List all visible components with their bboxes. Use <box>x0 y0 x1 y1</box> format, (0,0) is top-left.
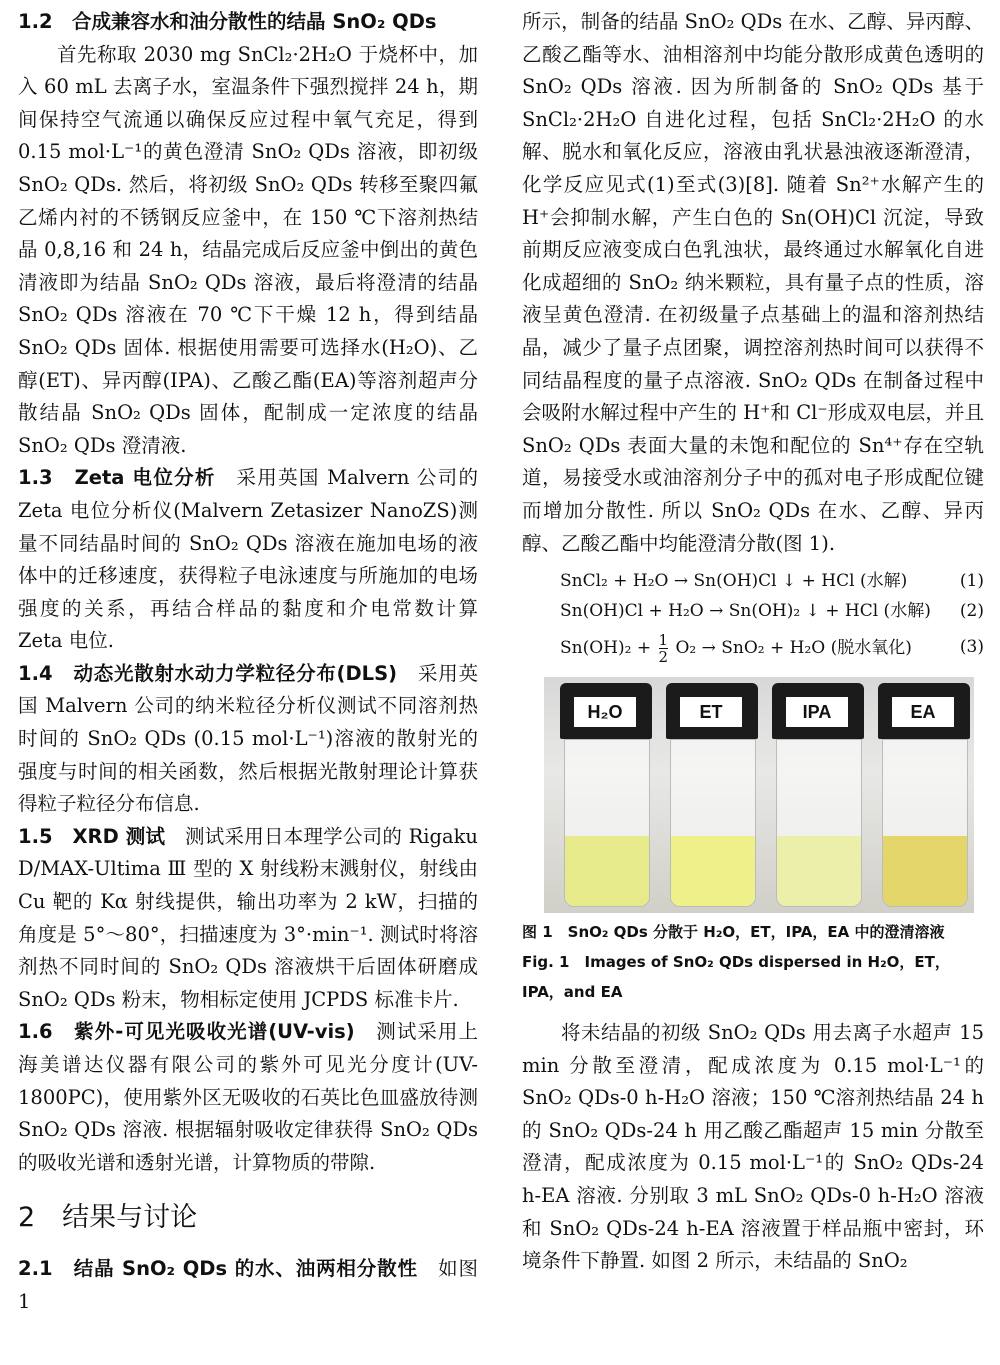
vial-label: IPA <box>786 697 848 727</box>
vial-liquid <box>777 836 861 906</box>
caption-chinese: 图 1 SnO₂ QDs 分散于 H₂O，ET，IPA，EA 中的澄清溶液 <box>522 923 945 942</box>
section-1-6-body: 测试采用上海美谱达仪器有限公司的紫外可见光分度计(UV-1800PC)，使用紫外区无吸收的石英比色皿盛放待测 SnO₂ QDs 溶液. 根据辐射吸收定律获得 SnO₂ QDs 的吸收光谱和透射光谱，计算物质的带隙. <box>18 1020 478 1174</box>
figure-1-caption <box>522 917 984 1007</box>
vial-h2o <box>558 683 654 909</box>
right-column <box>522 6 984 1278</box>
right-paragraph-1: 所示，制备的结晶 SnO₂ QDs 在水、乙醇、异丙醇、乙酸乙酯等水、油相溶剂中均能分散形成黄色透明的 SnO₂ QDs 溶液. 因为所制备的 SnO₂ QDs 基于 SnCl₂·2H₂O 自进化过程，包括 SnCl₂·2H₂O 的水解、脱水和氧化反应，溶液由乳状悬浊液逐渐澄清，化学反应见式(1)至式(3)[8]. 随着 Sn²⁺水解产生的 H⁺会抑制水解，产生白色的 Sn(OH)Cl 沉淀，导致前期反应液变成白色乳浊状，最终通过水解氧化自进化成超细的 SnO₂ 纳米颗粒，具有量子点的性质，溶液呈黄色澄清. 在初级量子点基础上的温和溶剂热结晶，减少了量子点团聚，调控溶剂热时间可以获得不同结晶程度的量子点溶液. SnO₂ QDs 在制备过程中会吸附水解过程中产生的 H⁺和 Cl⁻形成双电层，并且 SnO₂ QDs 表面大量的未饱和配位的 Sn⁴⁺存在空轨道，易接受水或油溶剂分子中的孤对电子形成配位键而增加分散性. 所以 SnO₂ QDs 在水、乙醇、异丙醇、乙酸乙酯中均能澄清分散(图 1). <box>522 10 984 555</box>
equation-2-number: (2) <box>959 601 984 622</box>
section-1-3 <box>18 462 478 658</box>
section-1-4-title: 1.4 动态光散射水动力学粒径分布(DLS) <box>18 661 398 685</box>
section-1-2-title: 1.2 合成兼容水和油分散性的结晶 SnO₂ QDs <box>18 10 437 33</box>
section-2-1-lead: 如图 1 <box>18 1257 478 1313</box>
equation-3-part-b: O₂ → SnO₂ + H₂O (脱水氧化) <box>675 638 912 659</box>
vial-label: H₂O <box>574 697 636 727</box>
section-2-1 <box>18 1253 478 1318</box>
section-1-2-body: 首先称取 2030 mg SnCl₂·2H₂O 于烧杯中，加入 60 mL 去离子水，室温条件下强烈搅拌 24 h，期间保持空气流通以确保反应过程中氧气充足，得到 0.15 mol·L⁻¹的黄色澄清 SnO₂ QDs 溶液，即初级 SnO₂ QDs. 然后，将初级 SnO₂ QDs 转移至聚四氟乙烯内衬的不锈钢反应釜中，在 150 ℃下溶剂热结晶 0,8,16 和 24 h，结晶完成后反应釜中倒出的黄色清液即为结晶 SnO₂ QDs 溶液，最后将澄清的结晶 SnO₂ QDs 溶液在 70 ℃下干燥 12 h，得到结晶 SnO₂ QDs 固体. 根据使用需要可选择水(H₂O)、乙醇(ET)、异丙醇(IPA)、乙酸乙酯(EA)等溶剂超声分散结晶 SnO₂ QDs 固体，配制成一定浓度的结晶 SnO₂ QDs 澄清液. <box>18 42 478 457</box>
vial-liquid <box>883 836 967 906</box>
vial-label: EA <box>892 697 954 727</box>
equation-3 <box>522 632 984 665</box>
equation-1-text: SnCl₂ + H₂O → Sn(OH)Cl ↓ + HCl (水解) <box>560 571 908 592</box>
vial-ipa <box>770 683 866 909</box>
equation-1 <box>522 566 984 596</box>
fraction-denominator: 2 <box>658 648 669 667</box>
vial-liquid <box>565 836 649 906</box>
equations <box>522 566 984 665</box>
fraction-numerator: 1 <box>658 631 669 650</box>
section-1-5-body: 测试采用日本理学公司的 Rigaku D/MAX-Ultima Ⅲ 型的 X 射线粉末溅射仪，射线由 Cu 靶的 Kα 射线提供，输出功率为 2 kW，扫描的角度是 5°～80°，扫描速度为 3°·min⁻¹. 测试时将溶剂热不同时间的 SnO₂ QDs 溶液烘干后固体研磨成 SnO₂ QDs 粉末，物相标定使用 JCPDS 标准卡片. <box>18 824 478 1011</box>
equation-2-text: Sn(OH)Cl + H₂O → Sn(OH)₂ ↓ + HCl (水解) <box>560 601 931 622</box>
vial-glass <box>564 739 650 907</box>
equation-3-part-a: Sn(OH)₂ + <box>560 638 652 659</box>
vial-glass <box>670 739 756 907</box>
equation-3-text <box>560 632 912 665</box>
section-1-4-body: 采用英国 Malvern 公司的纳米粒径分析仪测试不同溶剂热时间的 SnO₂ QDs (0.15 mol·L⁻¹)溶液的散射光的强度与时间的相关函数，然后根据光散射理论计算获得粒子粒径分布信息. <box>18 661 478 816</box>
vial-ea <box>876 683 972 909</box>
section-2-1-title: 2.1 结晶 SnO₂ QDs 的水、油两相分散性 <box>18 1257 418 1281</box>
section-2-title: 2 结果与讨论 <box>18 1202 198 1234</box>
equation-2 <box>522 596 984 626</box>
vial-glass <box>882 739 968 907</box>
vial-label: ET <box>680 697 742 727</box>
right-paragraph-2: 将未结晶的初级 SnO₂ QDs 用去离子水超声 15 min 分散至澄清，配成浓度为 0.15 mol·L⁻¹的 SnO₂ QDs-0 h-H₂O 溶液；150 ℃溶剂热结晶 24 h 的 SnO₂ QDs-24 h 用乙酸乙酯超声 15 min 分散至澄清，配成浓度为 0.15 mol·L⁻¹的 SnO₂ QDs-24 h-EA 溶液. 分别取 3 mL SnO₂ QDs-0 h-H₂O 溶液和 SnO₂ QDs-24 h-EA 溶液置于样品瓶中密封，环境条件下静置. 如图 2 所示，未结晶的 SnO₂ <box>522 1021 984 1273</box>
section-1-5-title: 1.5 XRD 测试 <box>18 824 166 848</box>
section-1-6 <box>18 1016 478 1179</box>
section-1-3-body: 采用英国 Malvern 公司的 Zeta 电位分析仪(Malvern Zetasizer NanoZS)测量不同结晶时间的 SnO₂ QDs 溶液在施加电场的液体中的迁移速度，获得粒子电泳速度与所施加的电场强度的关系，再结合样品的黏度和介电常数计算 Zeta 电位. <box>18 466 478 653</box>
section-1-5 <box>18 821 478 1017</box>
vial-liquid <box>671 836 755 906</box>
equation-3-number: (3) <box>959 637 984 658</box>
section-1-4 <box>18 658 478 821</box>
vial-et <box>664 683 760 909</box>
caption-english: Fig. 1 Images of SnO₂ QDs dispersed in H₂O，ET，IPA，and EA <box>522 953 950 1002</box>
section-1-3-title: 1.3 Zeta 电位分析 <box>18 466 216 490</box>
figure-1-photo <box>544 677 974 913</box>
fraction-half <box>659 632 669 665</box>
left-column <box>18 6 478 1319</box>
section-1-6-title: 1.6 紫外-可见光吸收光谱(UV-vis) <box>18 1020 355 1044</box>
vial-glass <box>776 739 862 907</box>
equation-1-number: (1) <box>959 571 984 592</box>
